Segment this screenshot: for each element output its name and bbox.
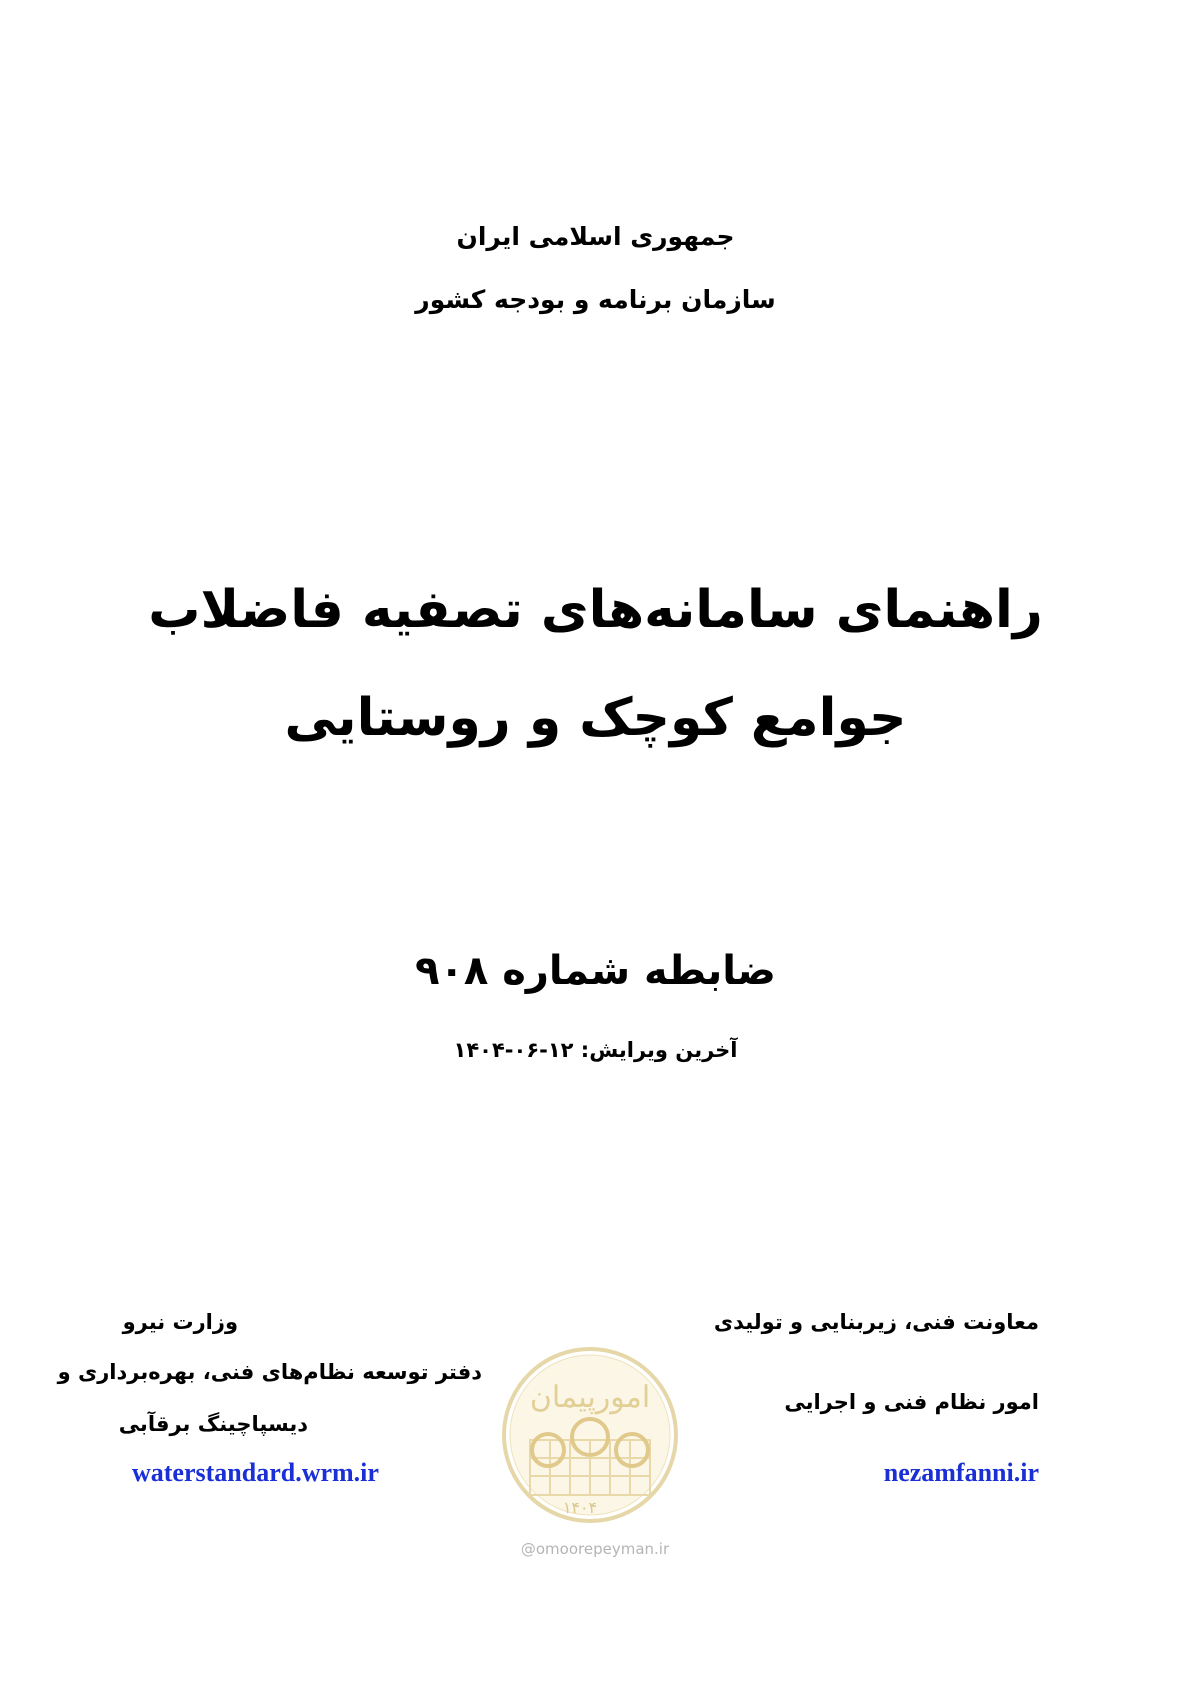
waterstandard-link[interactable]: waterstandard.wrm.ir <box>132 1458 379 1487</box>
last-edit-date: آخرین ویرایش: ۱۲-۰۶-۱۴۰۴ <box>453 1038 738 1062</box>
watermark-year: ۱۴۰۴ <box>562 1498 598 1517</box>
document-title-line2: جوامع کوچک و روستایی <box>284 688 907 748</box>
office-line2: دیسپاچینگ برقآبی <box>118 1412 308 1436</box>
watermark-logo-text: امورپیمان <box>529 1380 651 1415</box>
document-title-line1: راهنمای سامانه‌های تصفیه فاضلاب <box>148 580 1043 640</box>
deputy-name: معاونت فنی، زیربنایی و تولیدی <box>713 1310 1039 1334</box>
nezamfanni-link[interactable]: nezamfanni.ir <box>883 1458 1039 1487</box>
ministry-name: وزارت نیرو <box>122 1310 238 1334</box>
office-line1: دفتر توسعه نظام‌های فنی، بهره‌برداری و <box>57 1360 482 1384</box>
office-name: امور نظام فنی و اجرایی <box>784 1390 1039 1414</box>
watermark-stamp-icon <box>500 1345 680 1525</box>
watermark-caption: @omoorepeyman.ir <box>520 1540 670 1558</box>
code-number-title: ضابطه شماره ۹۰۸ <box>415 948 776 994</box>
header-country: جمهوری اسلامی ایران <box>456 222 735 251</box>
header-organization: سازمان برنامه و بودجه کشور <box>415 285 776 314</box>
